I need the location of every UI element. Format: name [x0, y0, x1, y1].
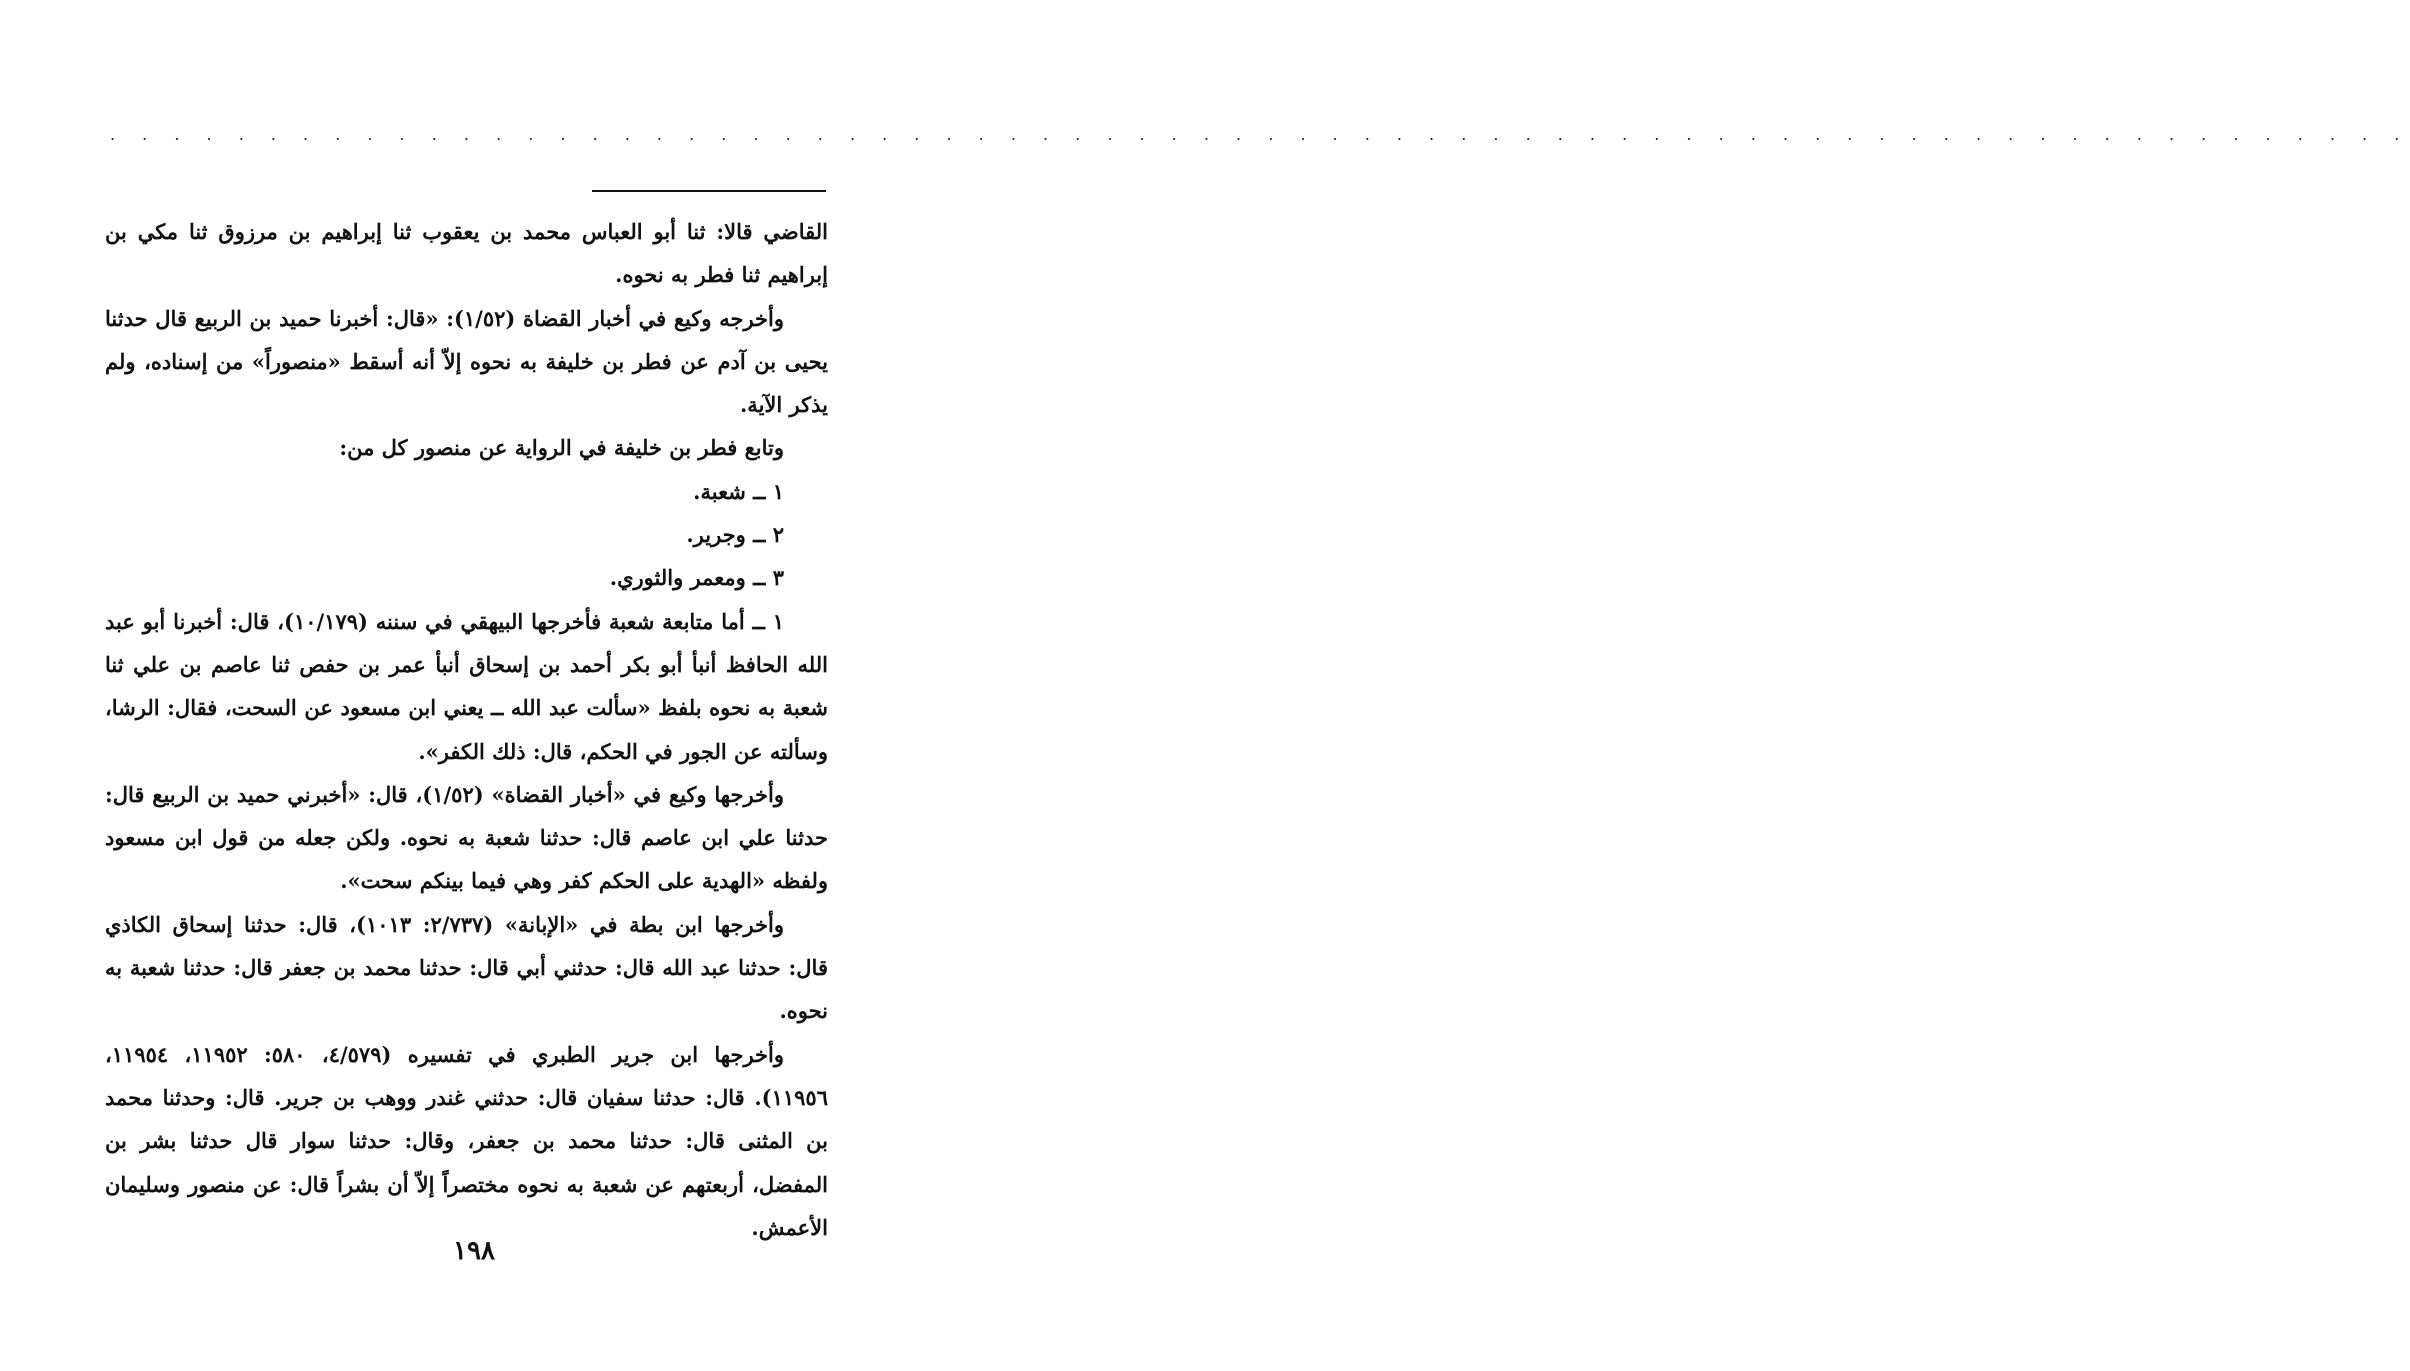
- page-body: [105, 210, 828, 1249]
- body-paragraph: وأخرجها ابن جرير الطبري في تفسيره (٤/٥٧٩، ٥٨٠: ١١٩٥٢، ١١٩٥٤، ١١٩٥٦). قال: حدثنا سفيان قال: حدثني غندر ووهب بن جرير. قال: وحدثنا محمد بن المثنى قال: حدثنا محمد بن جعفر، وقال: حدثنا سوار قال حدثنا بشر بن المفضل، أربعتهم عن شعبة به نحوه مختصراً إلاّ أن بشراً قال: عن منصور وسليمان الأعمش.: [105, 1041, 828, 1240]
- body-paragraph: وأخرجها ابن بطة في «الإبانة» (٢/٧٣٧: ١٠١٣)، قال: حدثنا إسحاق الكاذي قال: حدثنا عبد الله قال: حدثني أبي قال: حدثنا محمد بن جعفر قال: حدثنا شعبة به نحوه.: [105, 911, 828, 1024]
- separator-dots: . . . . . . . . . . . . . . . . . . . . . . . . . . . . . . . . . . . . . . . . . . . . . . . . . . . . . . . . . . . . . . . . . . . . . . . .: [110, 125, 2410, 144]
- page-number: ١٩٨: [453, 1236, 495, 1266]
- footnote-paragraph: وأخرجه وكيع في أخبار القضاة (١/٥٢): «قال: أخبرنا حميد بن الربيع قال حدثنا يحيى بن آدم عن فطر بن خليفة به نحوه إلاّ أنه أسقط «منصوراً» من إسناده، ولم يذكر الآية.: [105, 305, 828, 418]
- footnote-paragraph: وتابع فطر بن خليفة في الرواية عن منصور كل من:: [339, 435, 784, 461]
- footnote-paragraph: القاضي قالا: ثنا أبو العباس محمد بن يعقوب ثنا إبراهيم بن مرزوق ثنا مكي بن إبراهيم ثنا فطر به نحوه.: [105, 219, 828, 288]
- body-paragraph: وأخرجها وكيع في «أخبار القضاة» (١/٥٢)، قال: «أخبرني حميد بن الربيع قال: حدثنا علي ابن عاصم قال: حدثنا شعبة به نحوه. ولكن جعله من قول ابن مسعود ولفظه «الهدية على الحكم كفر وهي فيما بينكم سحت».: [105, 781, 828, 894]
- body-paragraph: ١ ــ أما متابعة شعبة فأخرجها البيهقي في سننه (١٠/١٧٩)، قال: أخبرنا أبو عبد الله الحافظ أنبأ أبو بكر أحمد بن إسحاق أنبأ عمر بن حفص ثنا عاصم بن علي ثنا شعبة به نحوه بلفظ «سألت عبد الله ــ يعني ابن مسعود عن السحت، فقال: الرشا، وسألته عن الجور في الحكم، قال: ذلك الكفر».: [105, 608, 828, 764]
- footnote-rule: [592, 190, 826, 192]
- list-item: ٣ ــ ومعمر والثوري.: [609, 565, 784, 591]
- list-item: ٢ ــ وجرير.: [686, 522, 784, 548]
- list-item: ١ ــ شعبة.: [693, 478, 784, 504]
